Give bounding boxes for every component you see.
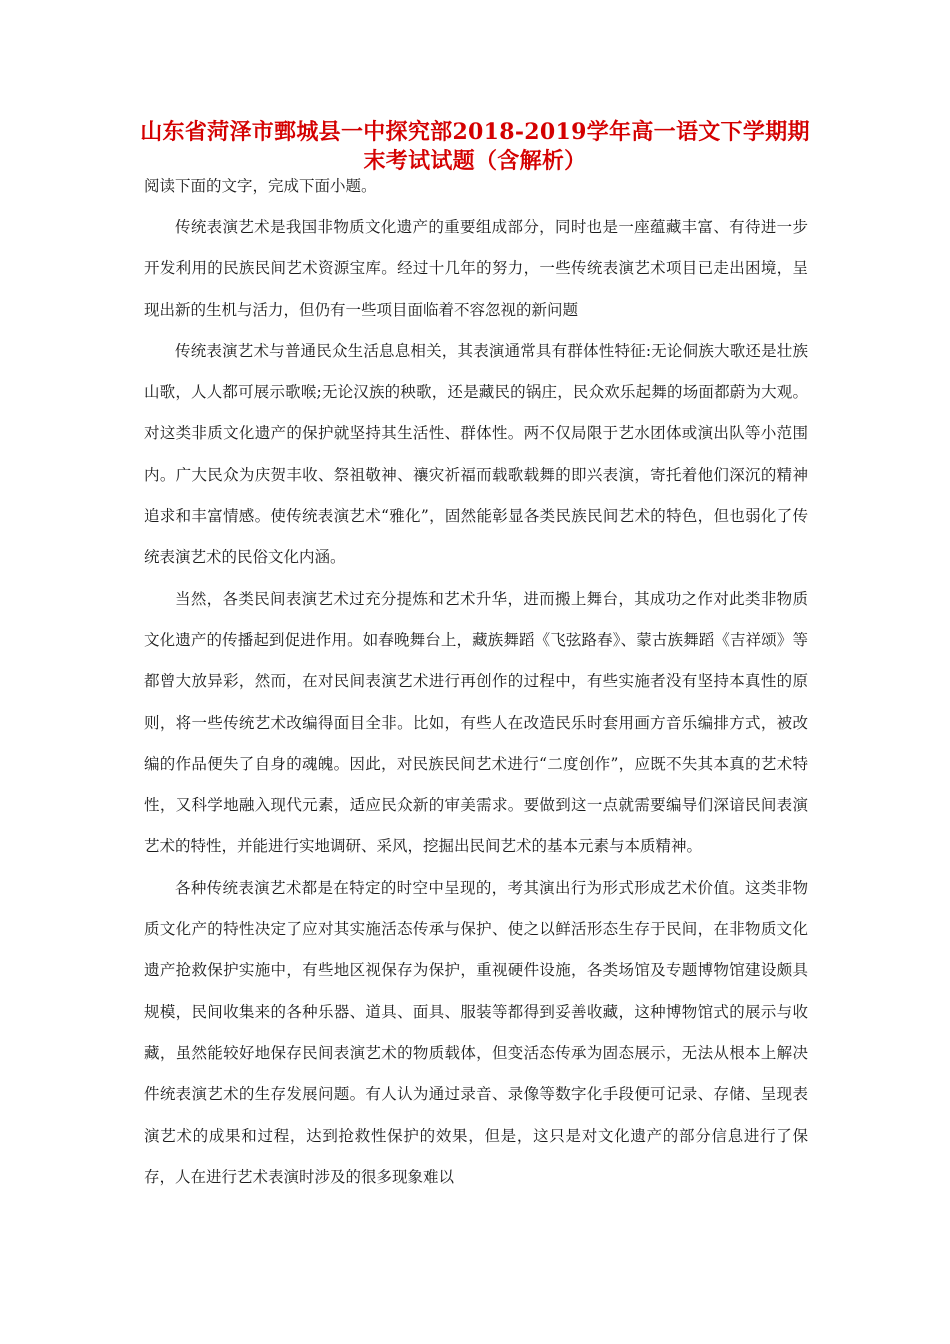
paragraph: 传统表演艺术是我国非物质文化遗产的重要组成部分，同时也是一座蕴藏丰富、有待进一步开发利用的民族民间艺术资源宝库。经过十几年的努力，一些传统表演艺术项目已走出困境，呈现出新的生机与活力，但仍有一些项目面临着不容忽视的新问题 bbox=[144, 218, 808, 319]
paragraph: 各种传统表演艺术都是在特定的时空中呈现的，考其演出行为形式形成艺术价值。这类非物质文化产的特性决定了应对其实施活态传承与保护、使之以鲜活形态生存于民间，在非物质文化遗产抢救保护实施中，有些地区视保存为保护，重视硬件设施，各类场馆及专题博物馆建设颇具规模，民间收集来的各种乐器、道具、面具、服装等都得到妥善收藏，这种博物馆式的展示与收藏，虽然能较好地保存民间表演艺术的物质载体，但变活态传承为固态展示，无法从根本上解决件统表演艺术的生存发展问题。有人认为通过录音、录像等数字化手段便可记录、存储、呈现表演艺术的成果和过程，达到抢救性保护的效果，但是，这只是对文化遗产的部分信息进行了保存，人在进行艺术表演时涉及的很多现象难以 bbox=[144, 878, 808, 1186]
reading-instruction: 阅读下面的文字，完成下面小题。 bbox=[144, 177, 377, 195]
paragraph: 传统表演艺术与普通民众生活息息相关，其表演通常具有群体性特征:无论侗族大歌还是壮族山歌，人人都可展示歌喉;无论汉族的秧歌，还是藏民的锅庄，民众欢乐起舞的场面都蔚为大观。对这类非质文化遗产的保护就坚持其生活性、群体性。两不仅局限于艺水团体或演出队等小范围内。广大民众为庆贺丰收、祭祖敬神、禳灾祈福而载歌载舞的即兴表演，寄托着他们深沉的精神追求和丰富情感。使传统表演艺术“雅化”，固然能彰显各类民族民间艺术的特色，但也弱化了传统表演艺术的民俗文化内涵。 bbox=[144, 341, 808, 567]
document-title: 山东省菏泽市鄄城县一中探究部2018-2019学年高一语文下学期期末考试试题（含解析） bbox=[140, 119, 810, 174]
document-body bbox=[144, 207, 808, 1198]
paragraph: 当然，各类民间表演艺术过充分提炼和艺术升华，进而搬上舞台，其成功之作对此类非物质文化遗产的传播起到促进作用。如春晚舞台上，藏族舞蹈《飞弦路春》、蒙古族舞蹈《吉祥颂》等都曾大放异彩，然而，在对民间表演艺术进行再创作的过程中，有些实施者没有坚持本真性的原则，将一些传统艺术改编得面目全非。比如，有些人在改造民乐时套用画方音乐编排方式，被改编的作品便失了自身的魂魄。因此，对民族民间艺术进行“二度创作”，应既不失其本真的艺术特性，又科学地融入现代元素，适应民众新的审美需求。要做到这一点就需要编导们深谙民间表演艺术的特性，并能进行实地调研、采风，挖掘出民间艺术的基本元素与本质精神。 bbox=[144, 589, 808, 856]
